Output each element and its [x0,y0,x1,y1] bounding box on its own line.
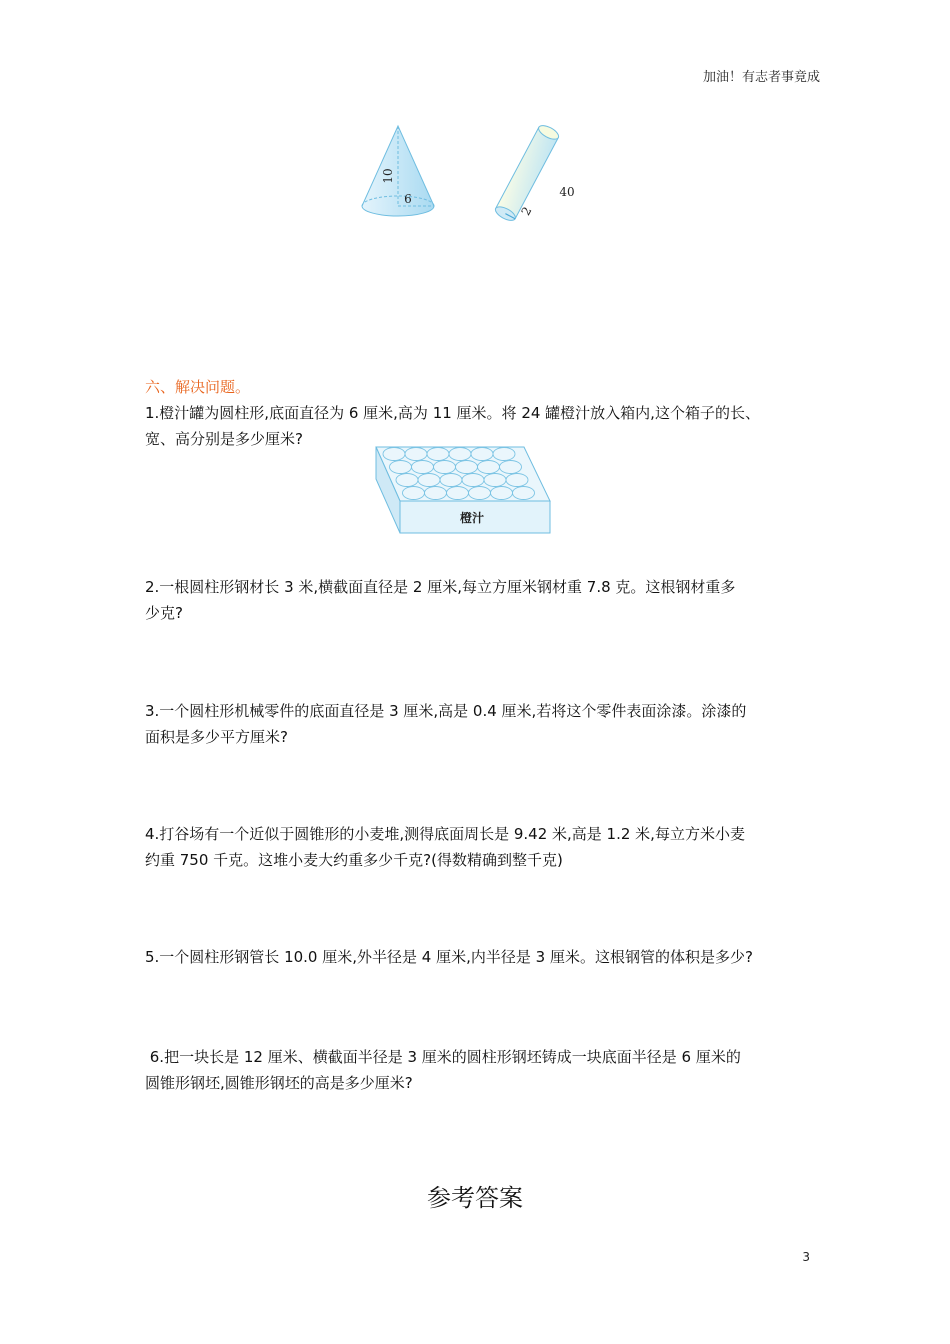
question-line: 圆锥形钢坯,圆锥形钢坯的高是多少厘米? [145,1074,413,1092]
page-number: 3 [802,1250,810,1264]
answer-title: 参考答案 [427,1184,523,1212]
orange-juice-box-figure [372,443,556,537]
question-6 [145,1044,825,1096]
question-line: 宽、高分别是多少厘米? [145,430,303,448]
question-line: 6.把一块长是 12 厘米、横截面半径是 3 厘米的圆柱形钢坯铸成一块底面半径是 6 厘米的 [145,1048,741,1066]
question-line: 3.一个圆柱形机械零件的底面直径是 3 厘米,高是 0.4 厘米,若将这个零件表面涂漆。涂漆的 [145,702,747,720]
header-motto: 加油！有志者事竟成 [702,70,820,85]
cone-radius-label: 6 [404,192,412,206]
question-2 [145,574,825,626]
question-4 [145,821,825,873]
cone-height-label: 10 [381,168,395,184]
geometry-figures [352,118,612,228]
question-line: 5.一个圆柱形钢管长 10.0 厘米,外半径是 4 厘米,内半径是 3 厘米。这根钢管的体积是多少? [145,948,753,966]
box-label: 橙汁 [459,511,485,525]
question-line: 1.橙汁罐为圆柱形,底面直径为 6 厘米,高为 11 厘米。将 24 罐橙汁放入箱内,这个箱子的长、 [145,404,760,422]
question-5 [145,944,825,970]
question-line: 4.打谷场有一个近似于圆锥形的小麦堆,测得底面周长是 9.42 米,高是 1.2 米,每立方米小麦 [145,825,745,843]
section-title: 六、解决问题。 [145,378,251,396]
cylinder-length-label: 40 [559,185,575,199]
question-line: 少克? [145,604,183,622]
cylinder-diameter-label: 2 [518,204,535,218]
question-line: 2.一根圆柱形钢材长 3 米,横截面直径是 2 厘米,每立方厘米钢材重 7.8 克。这根钢材重多 [145,578,736,596]
question-3 [145,698,825,750]
question-line: 约重 750 千克。这堆小麦大约重多少千克?(得数精确到整千克) [145,851,563,869]
question-line: 面积是多少平方厘米? [145,728,288,746]
cone-figure [362,126,434,216]
